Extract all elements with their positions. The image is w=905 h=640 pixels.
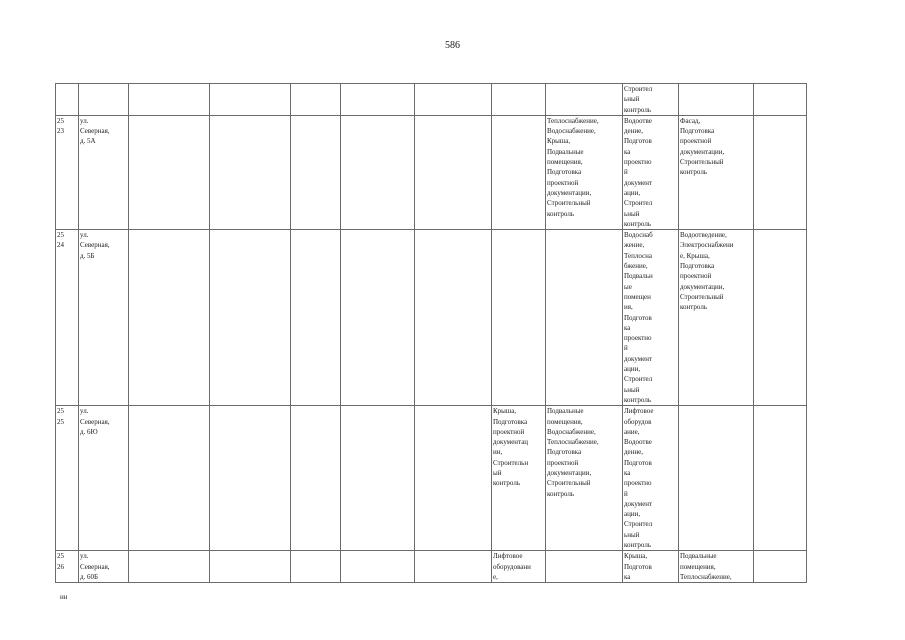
- cell-work-col-5: [291, 230, 341, 406]
- cell-work-col-5: [291, 115, 341, 229]
- cell-work-col-3: [129, 406, 210, 551]
- works-2024-text: Крыша, Подготов ка: [624, 552, 652, 581]
- works-2022-text: Крыша, Подготовка проектной документац ии, Строительн ый контроль: [493, 407, 529, 488]
- cell-address: [79, 230, 129, 406]
- cell-work-col-4: [210, 115, 291, 229]
- table-row: [56, 115, 807, 229]
- cell-work-col-4: [210, 551, 291, 583]
- cell-works-2023: [546, 115, 623, 229]
- cell-address: [79, 551, 129, 583]
- cell-work-col-6: [341, 230, 415, 406]
- cell-work-col-6: [341, 551, 415, 583]
- cell-work-col-7: [415, 406, 492, 551]
- cell-row-number: [56, 406, 79, 551]
- cell-row-number: [56, 84, 79, 116]
- cell-work-col-7: [415, 84, 492, 116]
- table-row: [56, 230, 807, 406]
- row-number-text: 25 26: [57, 552, 64, 571]
- cell-row-number: [56, 230, 79, 406]
- cell-work-col-6: [341, 84, 415, 116]
- cell-work-col-4: [210, 406, 291, 551]
- cell-works-2025: [679, 84, 754, 116]
- cell-address: [79, 115, 129, 229]
- cell-work-col-7: [415, 230, 492, 406]
- row-number-text: 25 24: [57, 231, 64, 250]
- cell-works-2024: [623, 84, 679, 116]
- cell-works-2024: [623, 551, 679, 583]
- cell-works-2024: [623, 406, 679, 551]
- cell-work-col-12: [754, 551, 807, 583]
- address-text: ул. Северная, д. 6Ю: [80, 407, 110, 436]
- cell-work-col-3: [129, 115, 210, 229]
- cell-works-2025: [679, 406, 754, 551]
- table-row: [56, 406, 807, 551]
- cell-works-2022: [492, 230, 546, 406]
- cell-work-col-3: [129, 84, 210, 116]
- works-2024-text: Строител ьный контроль: [624, 85, 653, 114]
- address-text: ул. Северная, д. 60Б: [80, 552, 110, 581]
- cell-work-col-4: [210, 84, 291, 116]
- page-number: 586: [445, 40, 460, 51]
- cell-work-col-12: [754, 230, 807, 406]
- cell-work-col-7: [415, 551, 492, 583]
- cell-works-2025: [679, 551, 754, 583]
- works-2024-text: Водоотве дение, Подготов ка проектно й документ ации, Строител ьный контроль: [624, 116, 653, 228]
- cell-work-col-6: [341, 115, 415, 229]
- address-text: ул. Северная, д. 5А: [80, 116, 110, 146]
- cell-work-col-3: [129, 230, 210, 406]
- address-work-table: [55, 83, 807, 583]
- cell-work-col-5: [291, 84, 341, 116]
- works-2025-text: Подвальные помещения, Теплоснабжение,: [680, 552, 732, 581]
- cell-works-2022: [492, 406, 546, 551]
- table-row: [56, 84, 807, 116]
- cell-address: [79, 84, 129, 116]
- cell-work-col-12: [754, 406, 807, 551]
- works-2025-text: Фасад, Подготовка проектной документации, Строительный контроль: [680, 116, 725, 177]
- cell-work-col-5: [291, 551, 341, 583]
- cell-work-col-12: [754, 84, 807, 116]
- cell-row-number: [56, 551, 79, 583]
- cell-works-2023: [546, 230, 623, 406]
- works-2025-text: Водоотведение, Электроснабжени е, Крыша, Подготовка проектной документации, Строительный контроль: [680, 231, 734, 312]
- cell-works-2024: [623, 230, 679, 406]
- cell-work-col-12: [754, 115, 807, 229]
- cell-works-2024: [623, 115, 679, 229]
- cell-works-2025: [679, 115, 754, 229]
- works-2024-text: Лифтовое оборудов ание, Водоотве дение, Подготов ка проектно й документ ации, Строител ьный контроль: [624, 407, 654, 550]
- cell-works-2023: [546, 551, 623, 583]
- cell-work-col-6: [341, 406, 415, 551]
- works-2022-text: Лифтовое оборудовани е,: [493, 552, 531, 581]
- works-2023-text: Подвальные помещения, Водоснабжение, Теплоснабжение, Подготовка проектной документации, Строительный контроль: [547, 407, 599, 498]
- cell-works-2022: [492, 551, 546, 583]
- row-number-text: 25 25: [57, 407, 64, 426]
- works-2024-text: Водоснаб жение, Теплосна бжение, Подвальн ые помещен ия, Подготов ка проектно й документ ации, Строител ьный контроль: [624, 231, 653, 404]
- address-text: ул. Северная, д. 5Б: [80, 231, 110, 260]
- cell-works-2025: [679, 230, 754, 406]
- cell-work-col-4: [210, 230, 291, 406]
- cell-works-2022: [492, 115, 546, 229]
- row-number-text: 25 23: [57, 116, 64, 136]
- cell-address: [79, 406, 129, 551]
- cell-works-2023: [546, 84, 623, 116]
- cell-work-col-5: [291, 406, 341, 551]
- cell-work-col-3: [129, 551, 210, 583]
- cell-works-2023: [546, 406, 623, 551]
- cell-work-col-7: [415, 115, 492, 229]
- footer-mark: нн: [60, 593, 68, 601]
- cell-row-number: [56, 115, 79, 229]
- table-row: [56, 551, 807, 583]
- works-2023-text: Теплоснабжение, Водоснабжение, Крыша, Подвальные помещения, Подготовка проектной документации, Строительный контроль: [547, 116, 599, 218]
- cell-works-2022: [492, 84, 546, 116]
